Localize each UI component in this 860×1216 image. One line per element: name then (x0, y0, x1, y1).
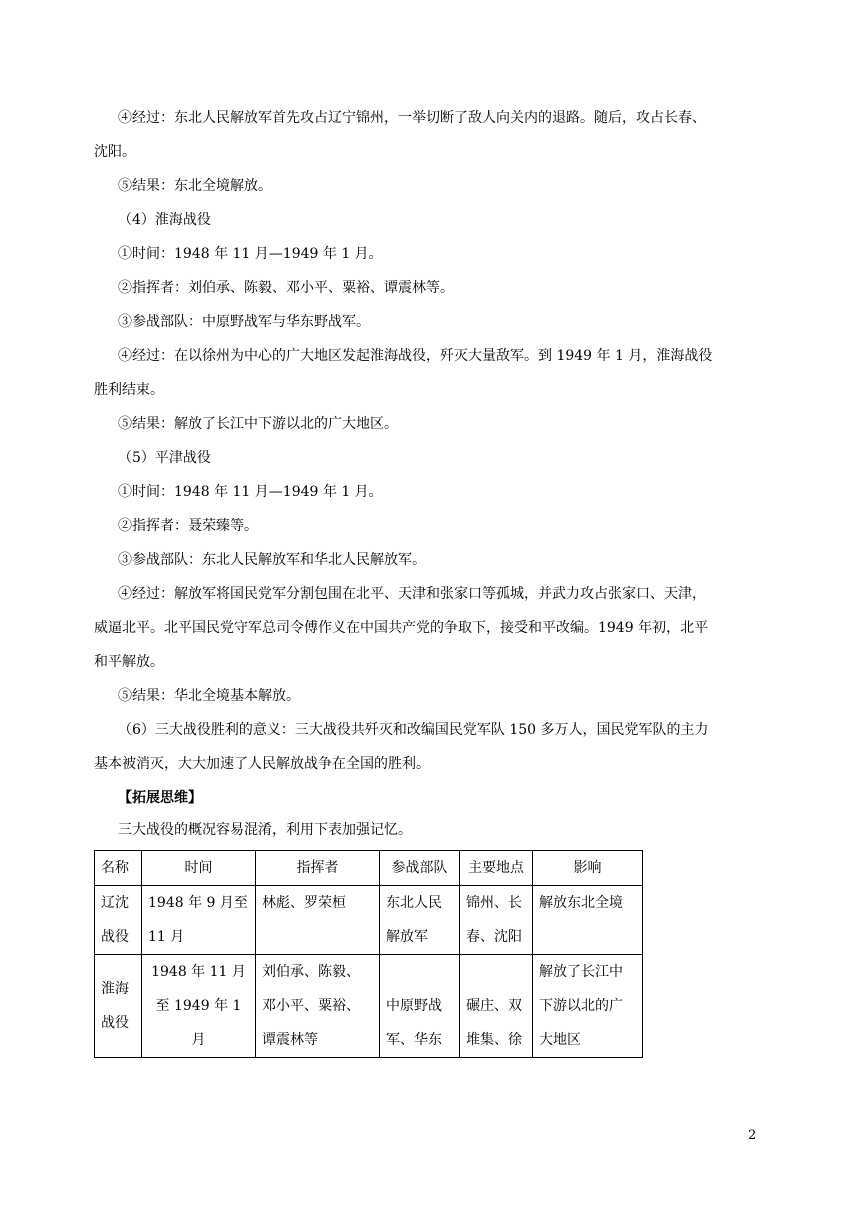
table-cell: 1948 年 9 月至 11 月 (142, 886, 256, 955)
paragraph-significance-line1: （6）三大战役胜利的意义：三大战役共歼灭和改编国民党军队 150 多万人，国民党军队的主力 (118, 722, 709, 738)
paragraph-commanders: ②指挥者：刘伯承、陈毅、邓小平、粟裕、谭震林等。 (118, 280, 454, 296)
table-cell: 东北人民解放军 (380, 886, 460, 955)
paragraph-process-line1: ④经过：东北人民解放军首先攻占辽宁锦州，一举切断了敌人向关内的退路。随后，攻占长春、 (118, 110, 706, 126)
paragraph-time: ①时间：1948 年 11 月—1949 年 1 月。 (118, 484, 383, 500)
paragraph-process-line3: 和平解放。 (94, 654, 164, 670)
table-cell: 辽沈战役 (95, 886, 142, 955)
paragraph-result: ⑤结果：华北全境基本解放。 (118, 688, 300, 704)
paragraph-commanders: ②指挥者：聂荣臻等。 (118, 518, 258, 534)
table-header-cell: 名称 (95, 851, 142, 886)
paragraph-time: ①时间：1948 年 11 月—1949 年 1 月。 (118, 246, 383, 262)
table-header-cell: 影响 (533, 851, 643, 886)
table-header-row (95, 851, 643, 886)
table-cell: 解放了长江中下游以北的广大地区 (533, 955, 643, 1058)
table-cell: 中原野战军、华东 (380, 955, 460, 1058)
table-cell: 林彪、罗荣桓 (256, 886, 380, 955)
paragraph-process-line1: ④经过：在以徐州为中心的广大地区发起淮海战役，歼灭大量敌军。到 1949 年 1 月，淮海战役 (118, 348, 713, 364)
section-heading-huaihai: （4）淮海战役 (118, 212, 211, 228)
table-row (95, 886, 643, 955)
table-cell: 刘伯承、陈毅、邓小平、粟裕、谭震林等 (256, 955, 380, 1058)
paragraph-process-line2: 沈阳。 (94, 144, 136, 160)
page-number: 2 (748, 1128, 757, 1143)
table-cell: 1948 年 11 月至 1949 年 1 月 (142, 955, 256, 1058)
paragraph-process-line1: ④经过：解放军将国民党军分割包围在北平、天津和张家口等孤城，并武力攻占张家口、天津， (118, 586, 706, 602)
paragraph-significance-line2: 基本被消灭，大大加速了人民解放战争在全国的胜利。 (94, 756, 430, 772)
battles-summary-table (94, 850, 643, 1058)
section-heading-extension: 【拓展思维】 (118, 790, 202, 806)
paragraph-process-line2: 威逼北平。北平国民党守军总司令傅作义在中国共产党的争取下，接受和平改编。1949 年初，北平 (94, 620, 709, 636)
section-heading-pingjin: （5）平津战役 (118, 450, 211, 466)
paragraph-troops: ③参战部队：中原野战军与华东野战军。 (118, 314, 370, 330)
paragraph-table-intro: 三大战役的概况容易混淆，利用下表加强记忆。 (118, 822, 412, 838)
table-cell: 解放东北全境 (533, 886, 643, 955)
table-header-cell: 主要地点 (460, 851, 533, 886)
table-header-cell: 指挥者 (256, 851, 380, 886)
paragraph-result: ⑤结果：东北全境解放。 (118, 178, 272, 194)
table-cell: 锦州、长春、沈阳 (460, 886, 533, 955)
paragraph-result: ⑤结果：解放了长江中下游以北的广大地区。 (118, 416, 398, 432)
table-header-cell: 参战部队 (380, 851, 460, 886)
table-cell: 碾庄、双堆集、徐 (460, 955, 533, 1058)
table-cell: 淮海战役 (95, 955, 142, 1058)
table-row (95, 955, 643, 1058)
paragraph-troops: ③参战部队：东北人民解放军和华北人民解放军。 (118, 552, 426, 568)
table-header-cell: 时间 (142, 851, 256, 886)
paragraph-process-line2: 胜利结束。 (94, 382, 164, 398)
